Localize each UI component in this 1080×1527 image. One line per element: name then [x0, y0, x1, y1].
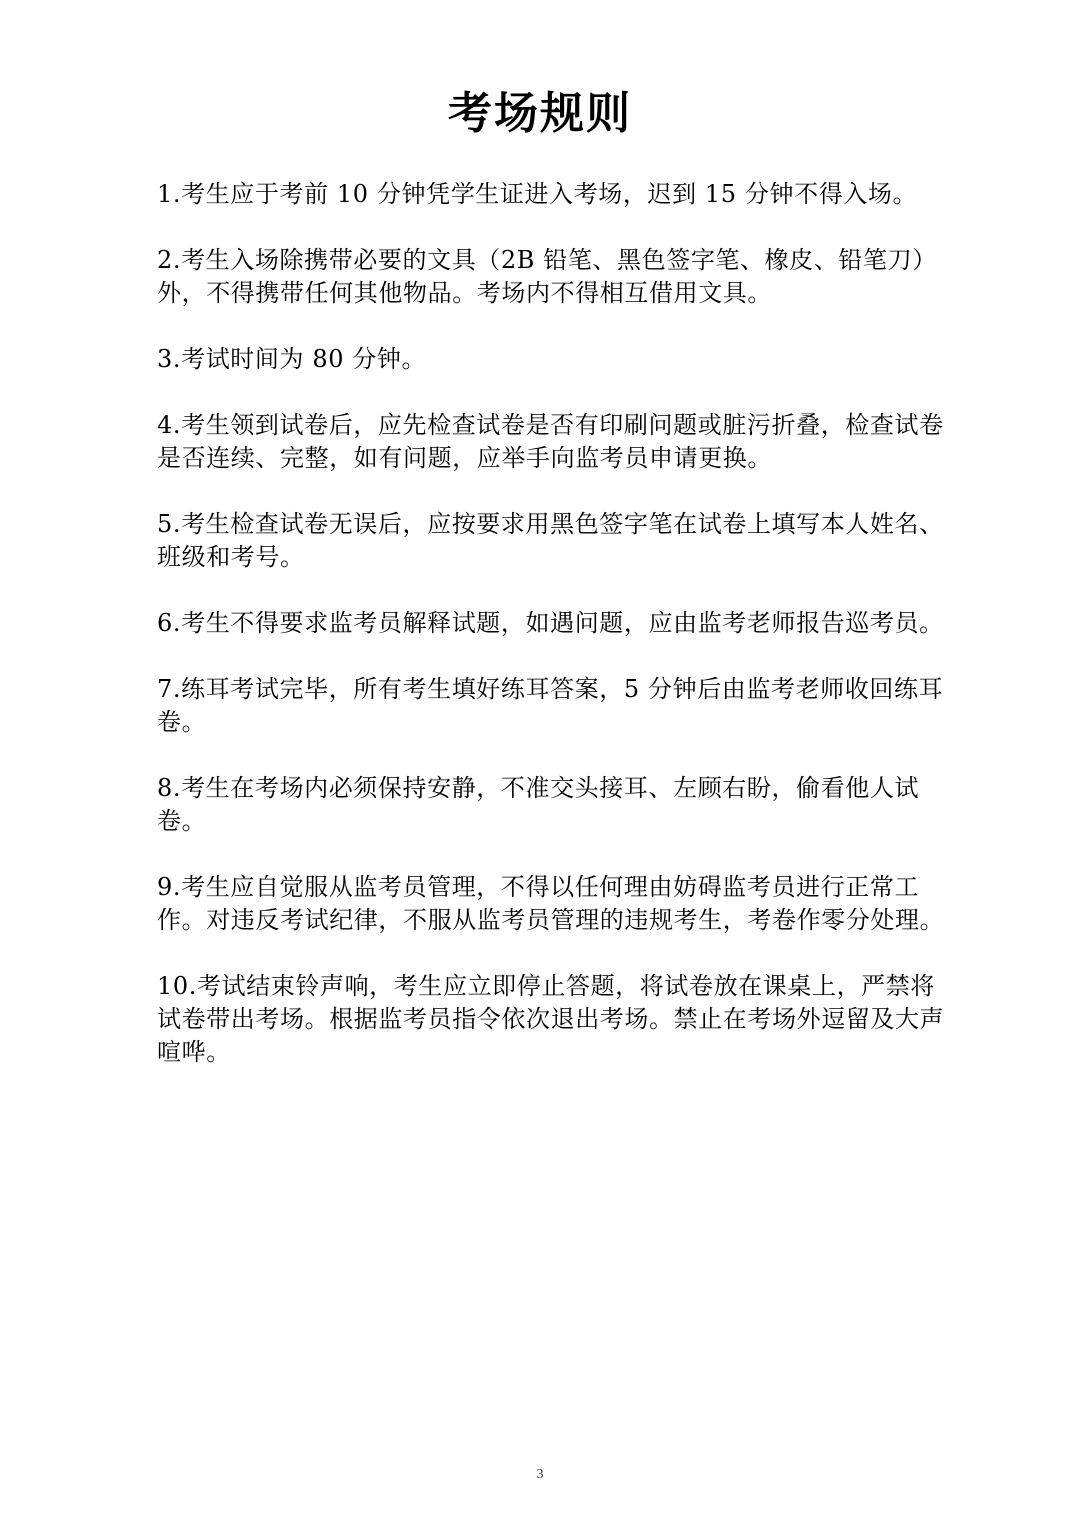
rule-item: 7.练耳考试完毕，所有考生填好练耳答案，5 分钟后由监考老师收回练耳卷。 [157, 675, 944, 736]
rule-item: 1.考生应于考前 10 分钟凭学生证进入考场，迟到 15 分钟不得入场。 [157, 180, 918, 208]
rule-item: 6.考生不得要求监考员解释试题，如遇问题，应由监考老师报告巡考员。 [157, 609, 944, 637]
rule-item: 10.考试结束铃声响，考生应立即停止答题，将试卷放在课桌上，严禁将试卷带出考场。根据监考员指令依次退出考场。禁止在考场外逗留及大声喧哗。 [157, 972, 945, 1066]
rule-item: 9.考生应自觉服从监考员管理，不得以任何理由妨碍监考员进行正常工作。对违反考试纪律，不服从监考员管理的违规考生，考卷作零分处理。 [157, 873, 945, 934]
page-number: 3 [536, 1467, 544, 1482]
rule-item: 8.考生在考场内必须保持安静，不准交头接耳、左顾右盼，偷看他人试卷。 [157, 774, 920, 835]
rule-item: 3.考试时间为 80 分钟。 [157, 345, 427, 373]
rule-item: 5.考生检查试卷无误后，应按要求用黑色签字笔在试卷上填写本人姓名、班级和考号。 [157, 510, 944, 571]
rules-list [157, 178, 947, 1102]
page-title: 考场规则 [448, 88, 632, 139]
rule-item: 4.考生领到试卷后，应先检查试卷是否有印刷问题或脏污折叠，检查试卷是否连续、完整，如有问题，应举手向监考员申请更换。 [157, 411, 944, 472]
rule-item: 2.考生入场除携带必要的文具（2B 铅笔、黑色签字笔、橡皮、铅笔刀）外，不得携带任何其他物品。考场内不得相互借用文具。 [157, 246, 937, 307]
